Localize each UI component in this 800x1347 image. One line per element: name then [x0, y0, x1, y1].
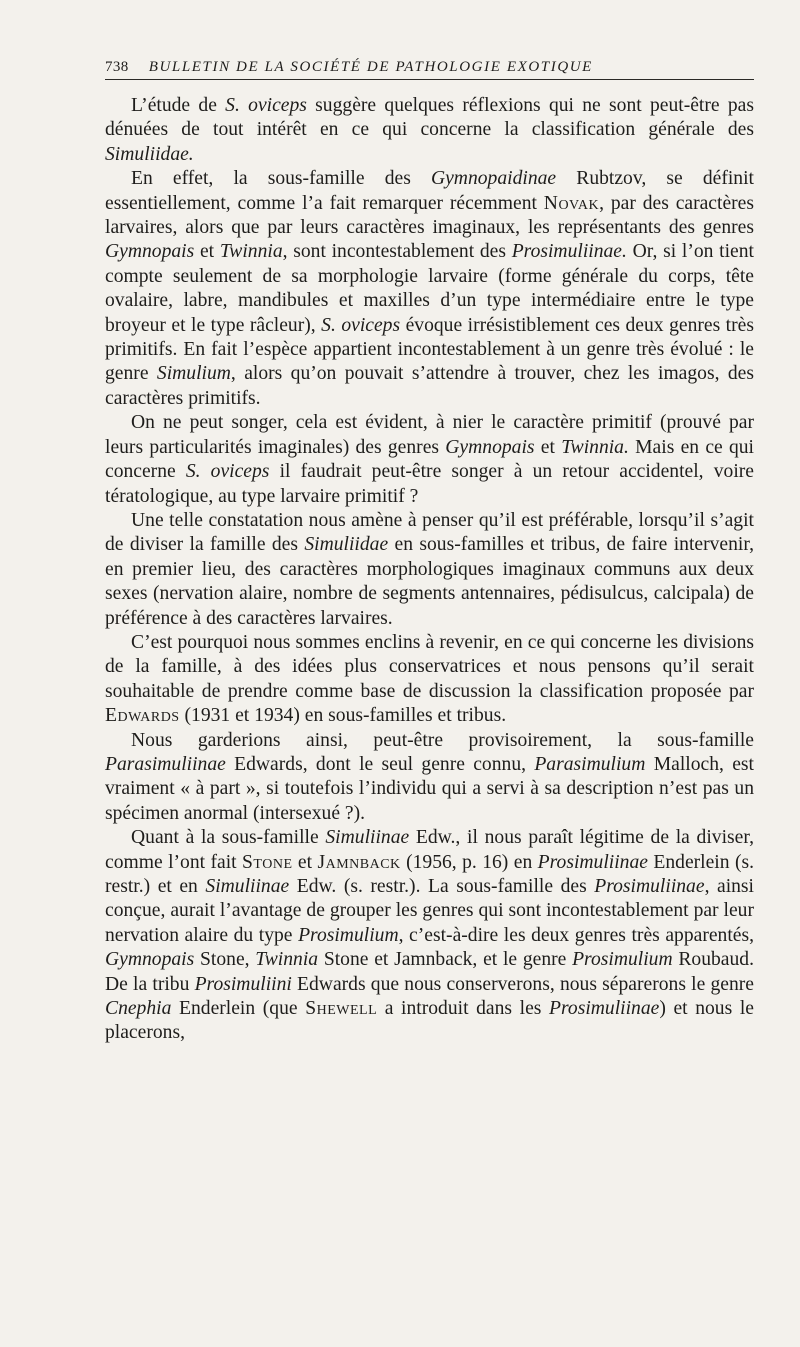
text-run: Enderlein (que	[171, 998, 306, 1020]
text-run: Edwards, dont le seul genre connu,	[225, 753, 535, 775]
italic-text: Twinnia	[255, 949, 319, 971]
italic-text: Prosimulium	[572, 949, 673, 971]
italic-text: Prosimuliinae	[549, 998, 660, 1020]
paragraph	[105, 826, 754, 1046]
italic-text: Simuliinae	[205, 876, 290, 897]
text-run: et	[534, 436, 562, 458]
text-run: Edwards que nous conserverons, nous séparerons le genre	[291, 973, 754, 995]
text-run: Malloch, est vraiment « à part », si toutefois l’individu qui a servi à sa description n’est pas un spécimen anormal (intersexué ?).	[105, 753, 754, 824]
italic-text: Prosimuliini	[194, 973, 292, 995]
text-run: suggère quelques réflexions qui ne sont peut-être pas dénuées de tout intérêt en ce qui concerne la classification générale des	[105, 95, 754, 141]
author-name: Shewell	[305, 998, 378, 1020]
text-run: Edw. (s. restr.). La sous-famille des	[289, 876, 595, 897]
page-number: 738	[105, 59, 129, 75]
author-name: Jamnback	[317, 851, 401, 873]
text-run: En effet, la sous-famille des	[131, 168, 431, 190]
text-run: il faudrait peut-être songer à un retour accidentel, voire tératologique, au type larvaire primitif ?	[105, 461, 754, 507]
italic-text: Prosimuliinae	[594, 876, 705, 897]
italic-text: Cnephia	[105, 998, 172, 1020]
text-run: On ne peut songer, cela est évident, à nier le caractère primitif (prouvé par leurs particularités imaginales) des genres	[105, 412, 754, 458]
text-run: , alors qu’on pouvait s’attendre à trouver, chez les imagos, des caractères primitifs.	[105, 363, 754, 409]
running-header	[105, 52, 754, 80]
italic-text: Simuliinae	[325, 827, 410, 849]
paragraph	[105, 729, 754, 827]
text-run: évoque irrésistiblement ces deux genres très primitifs. En fait l’espèce appartient incontestablement à un genre très évolué : le genre	[105, 314, 754, 385]
journal-title: BULLETIN DE LA SOCIÉTÉ DE PATHOLOGIE EXOTIQUE	[148, 59, 593, 75]
text-run: a introduit dans les	[377, 998, 550, 1020]
text-run: Quant à la sous-famille	[131, 827, 326, 849]
text-run: (1931 et 1934) en sous-familles et tribus.	[179, 705, 507, 727]
text-run: Mais en ce qui concerne	[105, 436, 754, 483]
italic-text: Prosimuliinae.	[511, 241, 627, 263]
text-run: Edw., il nous paraît légitime de la diviser, comme l’ont fait	[105, 827, 754, 873]
text-run: Stone et Jamnback, et le genre	[318, 949, 573, 971]
italic-text: Simuliidae	[304, 534, 389, 556]
italic-text: Prosimuliinae	[537, 851, 648, 873]
author-name: Stone	[242, 851, 293, 873]
italic-text: Parasimulium	[534, 753, 646, 775]
italic-text: Prosimulium	[298, 924, 399, 946]
text-run: Stone,	[194, 949, 256, 971]
text-run: Rubtzov, se définit essentiellement, comme l’a fait remarquer récemment	[105, 168, 754, 214]
text-run: Or, si l’on tient compte seulement de sa morphologie larvaire (forme générale du corps, tête ovalaire, labre, mandibules et maxilles d’un type intermédiaire entre le type broyeur et le type râcleur),	[105, 241, 754, 336]
text-run: (1956, p. 16) en	[400, 851, 538, 873]
author-name: Novak	[543, 192, 600, 214]
italic-text: Simulium	[156, 363, 231, 385]
text-run: , c’est-à-dire les deux genres très apparentés,	[398, 924, 755, 946]
text-run: et	[194, 241, 220, 263]
text-run: Nous garderions ainsi, peut-être provisoirement, la sous-famille	[131, 729, 754, 751]
italic-text: S. oviceps	[225, 95, 307, 116]
paragraph	[105, 411, 754, 509]
italic-text: Gymnopaidinae	[430, 168, 557, 190]
text-run: Enderlein (s. restr.) et en	[105, 851, 755, 897]
italic-text: Gymnopais	[445, 436, 535, 458]
text-run: Roubaud. De la tribu	[105, 949, 754, 995]
text-run: en sous-familles et tribus, de faire intervenir, en premier lieu, des caractères morphologiques imaginaux communs aux deux sexes (nervation alaire, nombre de segments antennaires, pédisulcus, calcipala) de préférence à des caractères larvaires.	[105, 534, 754, 629]
text-run: L’étude de	[131, 95, 226, 116]
italic-text: S. oviceps	[185, 461, 270, 483]
italic-text: Gymnopais	[105, 241, 195, 263]
italic-text: Gymnopais	[105, 949, 195, 971]
text-run: ) et nous le placerons,	[105, 998, 754, 1044]
text-run: Une telle constatation nous amène à penser qu’il est préférable, lorsqu’il s’agit de diviser la famille des	[105, 509, 754, 556]
paragraph	[105, 94, 754, 167]
paragraph	[105, 631, 754, 729]
author-name: Edwards	[105, 705, 180, 727]
text-run: , par des caractères larvaires, alors que par leurs caractères imaginaux, les représentants des genres	[105, 192, 754, 239]
text-run: C’est pourquoi nous sommes enclins à revenir, en ce qui concerne les divisions de la famille, à des idées plus conservatrices et nous pensons qu’il serait souhaitable de prendre comme base de discussion la classification proposée par	[105, 631, 754, 702]
italic-text: S. oviceps	[321, 314, 401, 336]
text-run: , sont incontestablement des	[282, 241, 512, 263]
text-run: et	[292, 851, 318, 873]
article-body	[105, 94, 754, 1046]
italic-text: Twinnia.	[561, 436, 629, 458]
italic-text: Simuliidae.	[105, 143, 194, 165]
paragraph	[105, 509, 754, 631]
paragraph	[105, 167, 754, 411]
italic-text: Twinnia	[219, 241, 283, 263]
text-run: , ainsi conçue, aurait l’avantage de grouper les genres qui sont incontestablement par leur nervation alaire du type	[105, 876, 755, 946]
italic-text: Parasimuliinae	[105, 753, 226, 775]
